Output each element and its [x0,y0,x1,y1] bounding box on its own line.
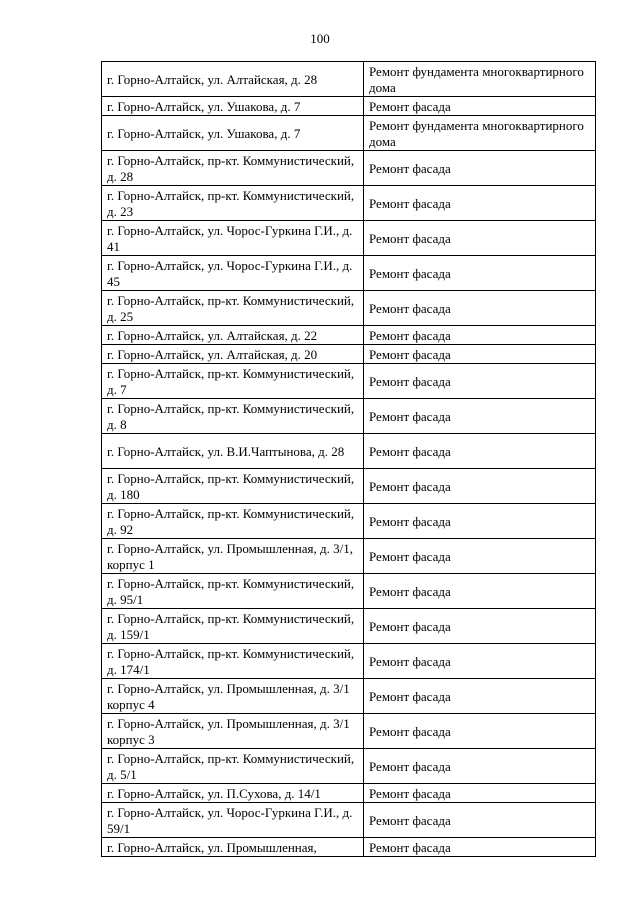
work-cell: Ремонт фасада [364,574,596,609]
work-cell: Ремонт фасада [364,151,596,186]
table-row [102,504,596,539]
work-cell: Ремонт фасада [364,644,596,679]
table-row [102,838,596,857]
address-cell: г. Горно-Алтайск, пр-кт. Коммунистический, д. 92 [102,504,364,539]
table-row [102,326,596,345]
table-row [102,714,596,749]
address-cell: г. Горно-Алтайск, пр-кт. Коммунистический, д. 8 [102,399,364,434]
table-row [102,291,596,326]
work-cell: Ремонт фасада [364,784,596,803]
work-cell: Ремонт фундамента многоквартирного дома [364,116,596,151]
address-cell: г. Горно-Алтайск, пр-кт. Коммунистический, д. 159/1 [102,609,364,644]
address-cell: г. Горно-Алтайск, ул. Чорос-Гуркина Г.И., д. 59/1 [102,803,364,838]
address-cell: г. Горно-Алтайск, пр-кт. Коммунистический, д. 23 [102,186,364,221]
table-row [102,609,596,644]
table-row [102,151,596,186]
work-cell: Ремонт фасада [364,256,596,291]
work-cell: Ремонт фасада [364,749,596,784]
work-cell: Ремонт фасада [364,434,596,469]
address-cell: г. Горно-Алтайск, ул. Ушакова, д. 7 [102,97,364,116]
address-cell: г. Горно-Алтайск, ул. Промышленная, д. 3/1 корпус 4 [102,679,364,714]
address-cell: г. Горно-Алтайск, ул. Ушакова, д. 7 [102,116,364,151]
table-row [102,784,596,803]
address-cell: г. Горно-Алтайск, пр-кт. Коммунистический, д. 28 [102,151,364,186]
work-cell: Ремонт фасада [364,291,596,326]
table-row [102,469,596,504]
table-row [102,221,596,256]
address-cell: г. Горно-Алтайск, ул. Чорос-Гуркина Г.И., д. 41 [102,221,364,256]
address-cell: г. Горно-Алтайск, пр-кт. Коммунистический, д. 7 [102,364,364,399]
page-number: 100 [310,31,330,46]
work-cell: Ремонт фасада [364,679,596,714]
work-cell: Ремонт фасада [364,364,596,399]
address-table [101,61,596,857]
table-row [102,97,596,116]
address-cell: г. Горно-Алтайск, пр-кт. Коммунистический, д. 180 [102,469,364,504]
work-cell: Ремонт фасада [364,97,596,116]
work-cell: Ремонт фасада [364,803,596,838]
work-cell: Ремонт фасада [364,345,596,364]
table-row [102,644,596,679]
work-cell: Ремонт фасада [364,469,596,504]
work-cell: Ремонт фасада [364,504,596,539]
address-cell: г. Горно-Алтайск, пр-кт. Коммунистический, д. 25 [102,291,364,326]
work-cell: Ремонт фасада [364,186,596,221]
work-cell: Ремонт фасада [364,609,596,644]
work-cell: Ремонт фасада [364,539,596,574]
address-cell: г. Горно-Алтайск, ул. Промышленная, д. 3/1, корпус 1 [102,539,364,574]
table-row [102,749,596,784]
work-cell: Ремонт фасада [364,326,596,345]
work-cell: Ремонт фасада [364,838,596,857]
table-row [102,399,596,434]
address-cell: г. Горно-Алтайск, ул. Алтайская, д. 22 [102,326,364,345]
table-row [102,539,596,574]
work-cell: Ремонт фасада [364,399,596,434]
address-cell: г. Горно-Алтайск, ул. П.Сухова, д. 14/1 [102,784,364,803]
table-row [102,62,596,97]
table-row [102,434,596,469]
work-cell: Ремонт фасада [364,714,596,749]
address-cell: г. Горно-Алтайск, пр-кт. Коммунистический, д. 174/1 [102,644,364,679]
table-row [102,345,596,364]
table-row [102,256,596,291]
address-cell: г. Горно-Алтайск, ул. Промышленная, [102,838,364,857]
work-cell: Ремонт фасада [364,221,596,256]
address-cell: г. Горно-Алтайск, ул. Чорос-Гуркина Г.И., д. 45 [102,256,364,291]
table-row [102,679,596,714]
address-cell: г. Горно-Алтайск, пр-кт. Коммунистический, д. 95/1 [102,574,364,609]
address-cell: г. Горно-Алтайск, ул. Алтайская, д. 20 [102,345,364,364]
table-row [102,803,596,838]
address-cell: г. Горно-Алтайск, ул. В.И.Чаптынова, д. 28 [102,434,364,469]
table-row [102,116,596,151]
address-cell: г. Горно-Алтайск, ул. Алтайская, д. 28 [102,62,364,97]
work-cell: Ремонт фундамента многоквартирного дома [364,62,596,97]
address-cell: г. Горно-Алтайск, ул. Промышленная, д. 3/1 корпус 3 [102,714,364,749]
table-row [102,186,596,221]
table-row [102,364,596,399]
address-cell: г. Горно-Алтайск, пр-кт. Коммунистический, д. 5/1 [102,749,364,784]
table-row [102,574,596,609]
